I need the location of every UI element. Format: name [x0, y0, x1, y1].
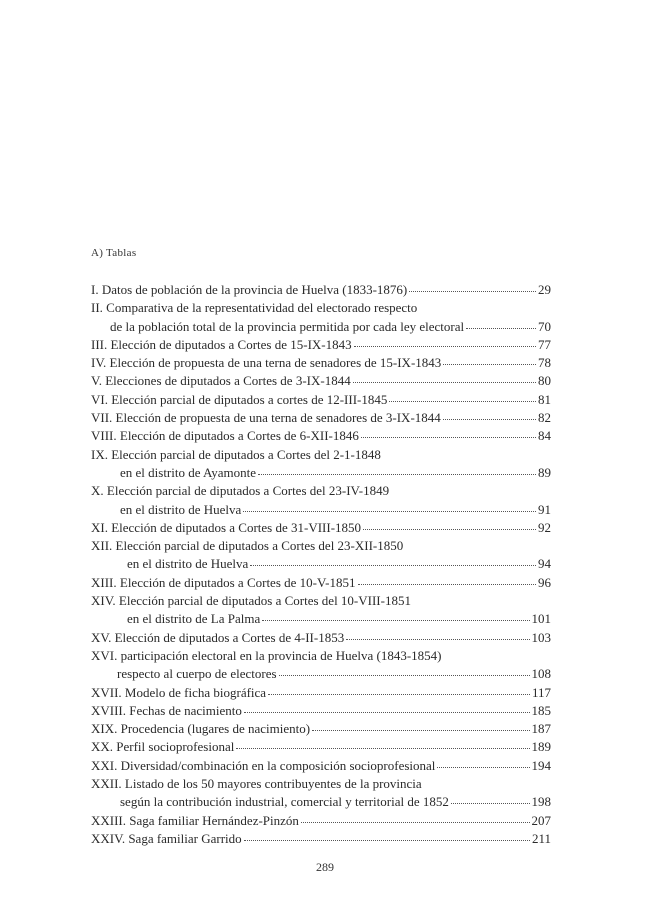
toc-entry: [91, 629, 551, 647]
dot-leader: [437, 757, 529, 768]
toc-entry-title: XXI. Diversidad/combinación en la composición socioprofesional: [91, 757, 436, 773]
toc-entry: [91, 519, 551, 537]
toc-entry: [91, 793, 551, 811]
toc-entry-title: IX. Elección parcial de diputados a Cortes del 2-1-1848: [91, 446, 381, 462]
toc-entry-title: VII. Elección de propuesta de una terna de senadores de 3-IX-1844: [91, 410, 441, 426]
toc-entry-page: 70: [538, 318, 551, 334]
toc-entry-page: 101: [531, 611, 551, 627]
toc-entry: [91, 684, 551, 702]
toc-entry-page: 198: [531, 794, 551, 810]
dot-leader: [258, 464, 536, 475]
toc-entry-title: XII. Elección parcial de diputados a Cortes del 23-XII-1850: [91, 538, 404, 554]
dot-leader: [443, 409, 536, 420]
toc-entry: [91, 501, 551, 519]
dot-leader: [346, 629, 529, 640]
dot-leader: [244, 830, 530, 841]
dot-leader: [236, 738, 529, 749]
toc-entry-page: 211: [531, 830, 551, 846]
dot-leader: [363, 519, 536, 530]
toc-entry-page: 117: [531, 684, 551, 700]
toc-entry-page: 91: [538, 501, 551, 517]
toc-entry: [91, 427, 551, 445]
toc-entry: [91, 720, 551, 738]
toc-entry-page: 194: [531, 757, 551, 773]
toc-entry: [91, 738, 551, 756]
section-heading: A) Tablas: [91, 247, 137, 259]
toc-entry-page: 92: [538, 519, 551, 535]
dot-leader: [353, 372, 536, 383]
toc-entry-title: XXIV. Saga familiar Garrido: [91, 830, 242, 846]
toc-entry-title: en el distrito de La Palma: [127, 611, 261, 627]
toc-entry-page: 77: [538, 336, 551, 352]
toc-entry-title: X. Elección parcial de diputados a Cortes del 23-IV-1849: [91, 483, 390, 499]
toc-entry: [91, 318, 551, 336]
toc-entry: [91, 574, 551, 592]
toc-entry-title: XI. Elección de diputados a Cortes de 31-VIII-1850: [91, 519, 362, 535]
toc-entry: [91, 409, 551, 427]
toc-entry-title: respecto al cuerpo de electores: [117, 666, 277, 682]
toc-entry-title: VI. Elección parcial de diputados a cortes de 12-III-1845: [91, 391, 388, 407]
toc-entry-title: según la contribución industrial, comercial y territorial de 1852: [120, 794, 449, 810]
toc-entry-title: XVI. participación electoral en la provincia de Huelva (1843-1854): [91, 647, 442, 663]
dot-leader: [358, 574, 536, 585]
toc-entry: [91, 482, 551, 500]
toc-entry: [91, 830, 551, 848]
toc-entry-title: en el distrito de Huelva: [120, 501, 242, 517]
toc-entry-page: 82: [538, 410, 551, 426]
table-of-contents: [91, 281, 551, 848]
toc-entry-title: XV. Elección de diputados a Cortes de 4-II-1853: [91, 629, 345, 645]
toc-entry: [91, 647, 551, 665]
toc-entry: [91, 592, 551, 610]
toc-entry: [91, 610, 551, 628]
toc-entry-page: 80: [538, 373, 551, 389]
toc-entry-title: III. Elección de diputados a Cortes de 15-IX-1843: [91, 336, 352, 352]
toc-entry: [91, 702, 551, 720]
toc-entry-page: 78: [538, 355, 551, 371]
toc-entry-page: 108: [531, 666, 551, 682]
page-number: 289: [316, 860, 334, 874]
toc-entry-page: 94: [538, 556, 551, 572]
toc-entry-page: 207: [531, 812, 551, 828]
dot-leader: [409, 281, 536, 292]
toc-entry: [91, 372, 551, 390]
toc-entry-title: XIV. Elección parcial de diputados a Cortes del 10-VIII-1851: [91, 593, 411, 609]
toc-entry-title: XIX. Procedencia (lugares de nacimiento): [91, 721, 311, 737]
toc-entry-title: en el distrito de Huelva: [127, 556, 249, 572]
toc-entry-title: XIII. Elección de diputados a Cortes de 10-V-1851: [91, 574, 356, 590]
toc-entry-page: 89: [538, 464, 551, 480]
toc-entry-page: 187: [531, 721, 551, 737]
dot-leader: [389, 391, 536, 402]
toc-entry: [91, 281, 551, 299]
toc-entry-page: 84: [538, 428, 551, 444]
dot-leader: [244, 702, 530, 713]
dot-leader: [250, 555, 536, 566]
dot-leader: [268, 684, 530, 695]
toc-entry: [91, 391, 551, 409]
dot-leader: [361, 427, 536, 438]
toc-entry: [91, 775, 551, 793]
toc-entry: [91, 537, 551, 555]
toc-entry-title: en el distrito de Ayamonte: [120, 464, 256, 480]
toc-entry: [91, 464, 551, 482]
toc-entry: [91, 555, 551, 573]
toc-entry-page: 29: [538, 282, 551, 297]
dot-leader: [466, 318, 536, 329]
toc-entry: [91, 665, 551, 683]
toc-entry: [91, 299, 551, 317]
toc-entry-page: 189: [531, 739, 551, 755]
dot-leader: [354, 336, 536, 347]
toc-entry-title: de la población total de la provincia permitida por cada ley electoral: [110, 318, 465, 334]
toc-entry: [91, 336, 551, 354]
dot-leader: [301, 812, 530, 823]
toc-entry-page: 185: [531, 702, 551, 718]
toc-entry-title: XXII. Listado de los 50 mayores contribuyentes de la provincia: [91, 776, 422, 792]
toc-entry: [91, 757, 551, 775]
toc-entry-page: 81: [538, 391, 551, 407]
dot-leader: [451, 793, 530, 804]
toc-entry: [91, 446, 551, 464]
toc-entry-page: 96: [538, 574, 551, 590]
dot-leader: [443, 354, 536, 365]
toc-entry-title: IV. Elección de propuesta de una terna de senadores de 15-IX-1843: [91, 355, 442, 371]
toc-entry-page: 103: [531, 629, 551, 645]
dot-leader: [243, 501, 536, 512]
toc-entry-title: XVII. Modelo de ficha biográfica: [91, 684, 267, 700]
toc-entry: [91, 354, 551, 372]
toc-entry-title: V. Elecciones de diputados a Cortes de 3-IX-1844: [91, 373, 351, 389]
toc-entry-title: II. Comparativa de la representatividad del electorado respecto: [91, 300, 418, 316]
toc-entry-title: XVIII. Fechas de nacimiento: [91, 702, 242, 718]
toc-entry-title: VIII. Elección de diputados a Cortes de 6-XII-1846: [91, 428, 359, 444]
toc-entry-title: I. Datos de población de la provincia de Huelva (1833-1876): [91, 282, 408, 297]
dot-leader: [312, 720, 529, 731]
dot-leader: [279, 665, 530, 676]
toc-entry: [91, 812, 551, 830]
dot-leader: [262, 610, 529, 621]
toc-entry-title: XX. Perfil socioprofesional: [91, 739, 235, 755]
toc-entry-title: XXIII. Saga familiar Hernández-Pinzón: [91, 812, 299, 828]
